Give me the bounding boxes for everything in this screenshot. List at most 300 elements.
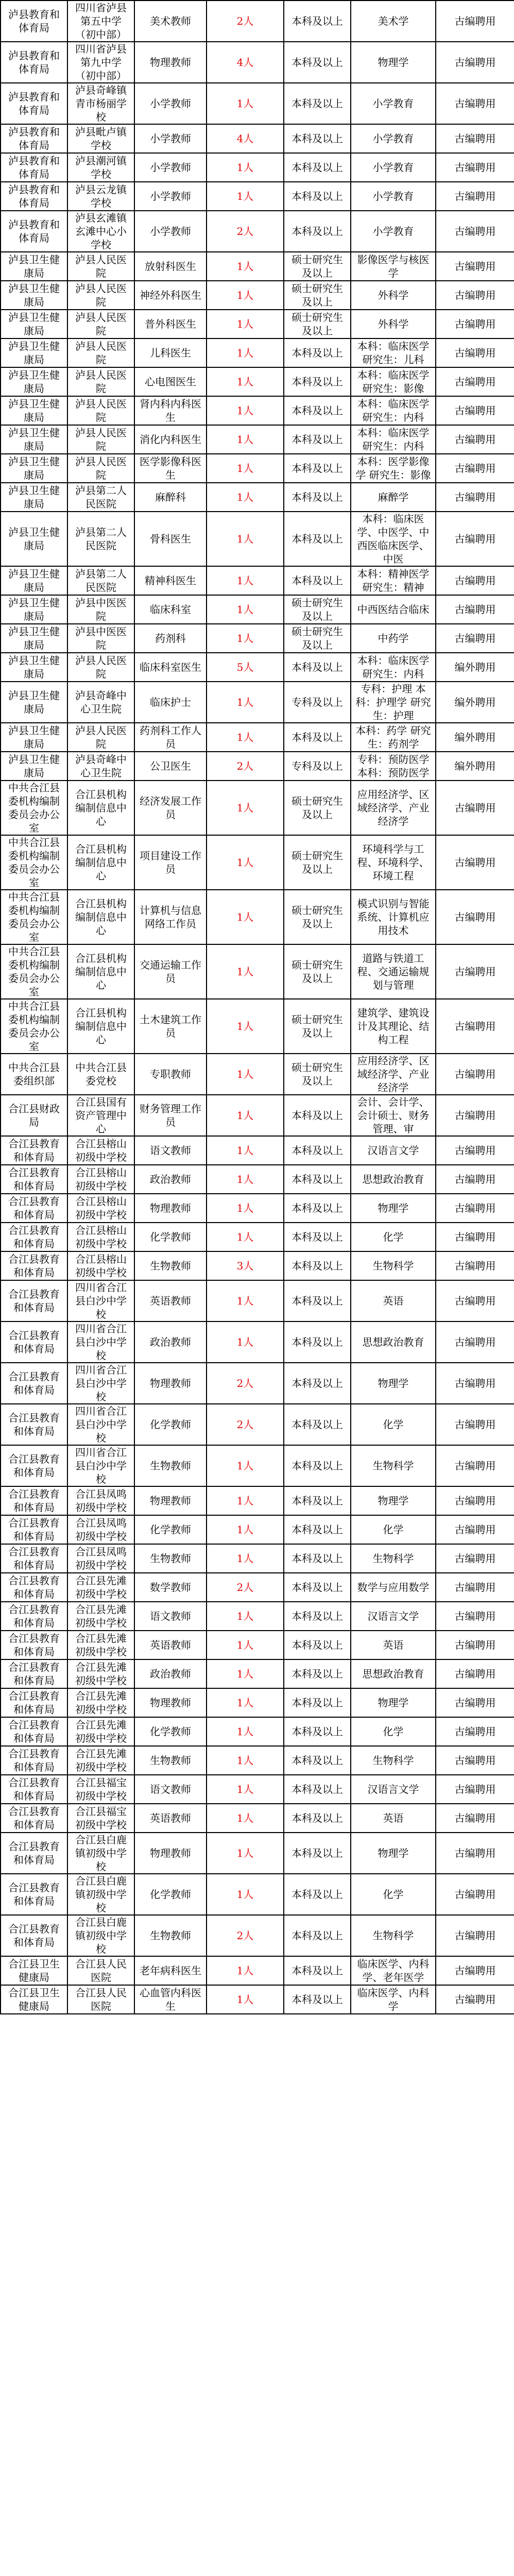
major-cell: 本科：临床医学、中医学、中西医临床医学、中医 bbox=[351, 512, 436, 566]
education-cell: 本科及以上 bbox=[284, 338, 351, 367]
count-cell: 1人 bbox=[207, 1095, 284, 1136]
post-cell: 数学教师 bbox=[134, 1573, 207, 1602]
hiring-mode-cell: 古编聘用 bbox=[436, 1280, 514, 1321]
major-cell: 生物科学 bbox=[351, 1915, 436, 1956]
education-cell: 本科及以上 bbox=[284, 1194, 351, 1223]
dept-cell: 泸县卫生健康局 bbox=[1, 338, 67, 367]
post-cell: 计算机与信息网络工作员 bbox=[134, 890, 207, 944]
count-cell: 1人 bbox=[207, 512, 284, 566]
major-cell: 化学 bbox=[351, 1515, 436, 1544]
major-cell: 本科：临床医学 研究生：儿科 bbox=[351, 338, 436, 367]
dept-cell: 泸县教育和体育局 bbox=[1, 182, 67, 211]
unit-cell: 泸县人民医院 bbox=[67, 454, 134, 483]
major-cell: 模式识别与智能系统、计算机应用技术 bbox=[351, 890, 436, 944]
count-cell: 1人 bbox=[207, 1054, 284, 1095]
dept-cell: 泸县卫生健康局 bbox=[1, 682, 67, 723]
unit-cell: 合江县福宝初级中学校 bbox=[67, 1775, 134, 1804]
unit-cell: 合江县榕山初级中学校 bbox=[67, 1251, 134, 1280]
count-cell: 1人 bbox=[207, 835, 284, 890]
count-cell: 5人 bbox=[207, 653, 284, 682]
table-row bbox=[1, 1165, 514, 1194]
count-cell: 1人 bbox=[207, 1956, 284, 1985]
dept-cell: 泸县卫生健康局 bbox=[1, 752, 67, 781]
post-cell: 化学教师 bbox=[134, 1515, 207, 1544]
hiring-mode-cell: 古编聘用 bbox=[436, 83, 514, 124]
education-cell: 本科及以上 bbox=[284, 396, 351, 425]
dept-cell: 泸县卫生健康局 bbox=[1, 595, 67, 624]
hiring-mode-cell: 古编聘用 bbox=[436, 1915, 514, 1956]
education-cell: 本科及以上 bbox=[284, 1251, 351, 1280]
dept-cell: 泸县卫生健康局 bbox=[1, 396, 67, 425]
major-cell: 影像医学与核医学 bbox=[351, 252, 436, 281]
education-cell: 本科及以上 bbox=[284, 1956, 351, 1985]
education-cell: 本科及以上 bbox=[284, 1544, 351, 1573]
major-cell: 物理学 bbox=[351, 1688, 436, 1717]
education-cell: 专科及以上 bbox=[284, 752, 351, 781]
count-cell: 1人 bbox=[207, 682, 284, 723]
unit-cell: 泸县奇峰中心卫生院 bbox=[67, 752, 134, 781]
dept-cell: 合江县教育和体育局 bbox=[1, 1165, 67, 1194]
dept-cell: 合江县卫生健康局 bbox=[1, 1956, 67, 1985]
hiring-mode-cell: 编外聘用 bbox=[436, 653, 514, 682]
hiring-mode-cell: 古编聘用 bbox=[436, 1956, 514, 1985]
dept-cell: 合江县卫生健康局 bbox=[1, 1985, 67, 2014]
post-cell: 语文教师 bbox=[134, 1602, 207, 1631]
major-cell: 汉语言文学 bbox=[351, 1775, 436, 1804]
unit-cell: 泸县毗卢镇学校 bbox=[67, 124, 134, 153]
unit-cell: 四川省合江县白沙中学校 bbox=[67, 1445, 134, 1486]
major-cell: 化学 bbox=[351, 1404, 436, 1445]
table-row bbox=[1, 1833, 514, 1874]
post-cell: 专职教师 bbox=[134, 1054, 207, 1095]
unit-cell: 合江县先滩初级中学校 bbox=[67, 1631, 134, 1659]
count-cell: 2人 bbox=[207, 1915, 284, 1956]
education-cell: 本科及以上 bbox=[284, 1573, 351, 1602]
education-cell: 本科及以上 bbox=[284, 1363, 351, 1404]
education-cell: 本科及以上 bbox=[284, 153, 351, 182]
education-cell: 本科及以上 bbox=[284, 1915, 351, 1956]
education-cell: 本科及以上 bbox=[284, 1280, 351, 1321]
hiring-mode-cell: 古编聘用 bbox=[436, 1544, 514, 1573]
count-cell: 1人 bbox=[207, 153, 284, 182]
post-cell: 肾内科内科医生 bbox=[134, 396, 207, 425]
education-cell: 本科及以上 bbox=[284, 1223, 351, 1251]
unit-cell: 合江县榕山初级中学校 bbox=[67, 1194, 134, 1223]
post-cell: 财务管理工作员 bbox=[134, 1095, 207, 1136]
post-cell: 医学影像科医生 bbox=[134, 454, 207, 483]
table-row bbox=[1, 1515, 514, 1544]
count-cell: 1人 bbox=[207, 1804, 284, 1833]
hiring-mode-cell: 古编聘用 bbox=[436, 454, 514, 483]
count-cell: 1人 bbox=[207, 1833, 284, 1874]
count-cell: 1人 bbox=[207, 1445, 284, 1486]
count-cell: 2人 bbox=[207, 1573, 284, 1602]
count-cell: 1人 bbox=[207, 1544, 284, 1573]
hiring-mode-cell: 古编聘用 bbox=[436, 1515, 514, 1544]
dept-cell: 泸县卫生健康局 bbox=[1, 566, 67, 595]
major-cell: 麻醉学 bbox=[351, 483, 436, 512]
dept-cell: 合江县教育和体育局 bbox=[1, 1659, 67, 1688]
unit-cell: 合江县凤鸣初级中学校 bbox=[67, 1515, 134, 1544]
dept-cell: 合江县教育和体育局 bbox=[1, 1251, 67, 1280]
post-cell: 骨科医生 bbox=[134, 512, 207, 566]
table-row bbox=[1, 1251, 514, 1280]
count-cell: 1人 bbox=[207, 83, 284, 124]
education-cell: 硕士研究生及以上 bbox=[284, 281, 351, 310]
education-cell: 本科及以上 bbox=[284, 1833, 351, 1874]
major-cell: 化学 bbox=[351, 1717, 436, 1746]
table-row bbox=[1, 1194, 514, 1223]
education-cell: 硕士研究生及以上 bbox=[284, 781, 351, 835]
hiring-mode-cell: 古编聘用 bbox=[436, 566, 514, 595]
post-cell: 英语教师 bbox=[134, 1804, 207, 1833]
education-cell: 本科及以上 bbox=[284, 653, 351, 682]
hiring-mode-cell: 编外聘用 bbox=[436, 752, 514, 781]
post-cell: 小学教师 bbox=[134, 124, 207, 153]
education-cell: 本科及以上 bbox=[284, 1985, 351, 2014]
hiring-mode-cell: 古编聘用 bbox=[436, 1659, 514, 1688]
major-cell: 本科：临床医学 研究生：内科 bbox=[351, 425, 436, 454]
dept-cell: 泸县卫生健康局 bbox=[1, 723, 67, 752]
post-cell: 美术教师 bbox=[134, 1, 207, 42]
major-cell: 化学 bbox=[351, 1223, 436, 1251]
hiring-mode-cell: 古编聘用 bbox=[436, 1136, 514, 1165]
count-cell: 1人 bbox=[207, 1746, 284, 1775]
education-cell: 本科及以上 bbox=[284, 1717, 351, 1746]
count-cell: 1人 bbox=[207, 1688, 284, 1717]
hiring-mode-cell: 古编聘用 bbox=[436, 1985, 514, 2014]
unit-cell: 四川省合江县白沙中学校 bbox=[67, 1321, 134, 1363]
major-cell: 应用经济学、区域经济学、产业经济学 bbox=[351, 1054, 436, 1095]
post-cell: 心血管内科医生 bbox=[134, 1985, 207, 2014]
post-cell: 项目建设工作员 bbox=[134, 835, 207, 890]
dept-cell: 合江县教育和体育局 bbox=[1, 1804, 67, 1833]
major-cell: 英语 bbox=[351, 1631, 436, 1659]
unit-cell: 合江县白鹿镇初级中学校 bbox=[67, 1874, 134, 1915]
hiring-mode-cell: 古编聘用 bbox=[436, 1, 514, 42]
count-cell: 1人 bbox=[207, 367, 284, 396]
major-cell: 物理学 bbox=[351, 1486, 436, 1515]
count-cell: 1人 bbox=[207, 595, 284, 624]
unit-cell: 合江县先滩初级中学校 bbox=[67, 1659, 134, 1688]
dept-cell: 合江县教育和体育局 bbox=[1, 1688, 67, 1717]
unit-cell: 泸县人民医院 bbox=[67, 252, 134, 281]
education-cell: 本科及以上 bbox=[284, 454, 351, 483]
major-cell: 中药学 bbox=[351, 624, 436, 653]
hiring-mode-cell: 古编聘用 bbox=[436, 1486, 514, 1515]
education-cell: 硕士研究生及以上 bbox=[284, 252, 351, 281]
post-cell: 药剂科工作人员 bbox=[134, 723, 207, 752]
major-cell: 中西医结合临床 bbox=[351, 595, 436, 624]
table-row bbox=[1, 595, 514, 624]
major-cell: 本科：临床医学 研究生：内科 bbox=[351, 653, 436, 682]
major-cell: 本科：临床医学 研究生：影像 bbox=[351, 367, 436, 396]
post-cell: 放射科医生 bbox=[134, 252, 207, 281]
education-cell: 本科及以上 bbox=[284, 483, 351, 512]
post-cell: 英语教师 bbox=[134, 1280, 207, 1321]
unit-cell: 泸县第二人民医院 bbox=[67, 512, 134, 566]
dept-cell: 中共合江县委机构编制委员会办公室 bbox=[1, 890, 67, 944]
dept-cell: 合江县教育和体育局 bbox=[1, 1602, 67, 1631]
dept-cell: 泸县卫生健康局 bbox=[1, 281, 67, 310]
table-row bbox=[1, 182, 514, 211]
table-row bbox=[1, 1544, 514, 1573]
table-row bbox=[1, 1321, 514, 1363]
dept-cell: 泸县卫生健康局 bbox=[1, 310, 67, 338]
table-row bbox=[1, 1688, 514, 1717]
dept-cell: 中共合江县委机构编制委员会办公室 bbox=[1, 999, 67, 1054]
post-cell: 化学教师 bbox=[134, 1404, 207, 1445]
unit-cell: 中共合江县委党校 bbox=[67, 1054, 134, 1095]
unit-cell: 四川省泸县第九中学（初中部） bbox=[67, 42, 134, 83]
post-cell: 临床科室 bbox=[134, 595, 207, 624]
post-cell: 化学教师 bbox=[134, 1717, 207, 1746]
hiring-mode-cell: 古编聘用 bbox=[436, 1804, 514, 1833]
unit-cell: 合江县国有资产管理中心 bbox=[67, 1095, 134, 1136]
unit-cell: 合江县白鹿镇初级中学校 bbox=[67, 1915, 134, 1956]
major-cell: 生物科学 bbox=[351, 1544, 436, 1573]
table-row bbox=[1, 566, 514, 595]
post-cell: 麻醉科 bbox=[134, 483, 207, 512]
count-cell: 1人 bbox=[207, 1985, 284, 2014]
count-cell: 1人 bbox=[207, 396, 284, 425]
dept-cell: 合江县教育和体育局 bbox=[1, 1363, 67, 1404]
table-row bbox=[1, 999, 514, 1054]
post-cell: 物理教师 bbox=[134, 1363, 207, 1404]
hiring-mode-cell: 古编聘用 bbox=[436, 890, 514, 944]
dept-cell: 泸县卫生健康局 bbox=[1, 252, 67, 281]
dept-cell: 合江县财政局 bbox=[1, 1095, 67, 1136]
major-cell: 小学教育 bbox=[351, 153, 436, 182]
hiring-mode-cell: 古编聘用 bbox=[436, 396, 514, 425]
major-cell: 汉语言文学 bbox=[351, 1136, 436, 1165]
post-cell: 物理教师 bbox=[134, 1688, 207, 1717]
table-row bbox=[1, 1, 514, 42]
education-cell: 硕士研究生及以上 bbox=[284, 835, 351, 890]
unit-cell: 泸县人民医院 bbox=[67, 653, 134, 682]
dept-cell: 合江县教育和体育局 bbox=[1, 1280, 67, 1321]
dept-cell: 中共合江县委机构编制委员会办公室 bbox=[1, 835, 67, 890]
count-cell: 1人 bbox=[207, 624, 284, 653]
unit-cell: 合江县先滩初级中学校 bbox=[67, 1688, 134, 1717]
dept-cell: 合江县教育和体育局 bbox=[1, 1573, 67, 1602]
post-cell: 政治教师 bbox=[134, 1321, 207, 1363]
hiring-mode-cell: 古编聘用 bbox=[436, 1602, 514, 1631]
table-row bbox=[1, 211, 514, 252]
education-cell: 硕士研究生及以上 bbox=[284, 310, 351, 338]
major-cell: 物理学 bbox=[351, 1833, 436, 1874]
count-cell: 1人 bbox=[207, 944, 284, 999]
major-cell: 外科学 bbox=[351, 281, 436, 310]
major-cell: 本科：医学影像学 研究生：影像 bbox=[351, 454, 436, 483]
unit-cell: 合江县榕山初级中学校 bbox=[67, 1165, 134, 1194]
hiring-mode-cell: 古编聘用 bbox=[436, 483, 514, 512]
post-cell: 化学教师 bbox=[134, 1223, 207, 1251]
post-cell: 政治教师 bbox=[134, 1165, 207, 1194]
table-row bbox=[1, 42, 514, 83]
hiring-mode-cell: 古编聘用 bbox=[436, 1054, 514, 1095]
count-cell: 1人 bbox=[207, 1486, 284, 1515]
post-cell: 小学教师 bbox=[134, 211, 207, 252]
table-row bbox=[1, 310, 514, 338]
dept-cell: 合江县教育和体育局 bbox=[1, 1544, 67, 1573]
table-row bbox=[1, 1804, 514, 1833]
dept-cell: 中共合江县委组织部 bbox=[1, 1054, 67, 1095]
major-cell: 小学教育 bbox=[351, 83, 436, 124]
hiring-mode-cell: 古编聘用 bbox=[436, 1165, 514, 1194]
table-row bbox=[1, 835, 514, 890]
hiring-mode-cell: 编外聘用 bbox=[436, 723, 514, 752]
post-cell: 神经外科医生 bbox=[134, 281, 207, 310]
unit-cell: 泸县人民医院 bbox=[67, 338, 134, 367]
hiring-mode-cell: 古编聘用 bbox=[436, 1631, 514, 1659]
dept-cell: 合江县教育和体育局 bbox=[1, 1631, 67, 1659]
education-cell: 专科及以上 bbox=[284, 682, 351, 723]
unit-cell: 四川省泸县第五中学（初中部） bbox=[67, 1, 134, 42]
education-cell: 硕士研究生及以上 bbox=[284, 890, 351, 944]
major-cell: 小学教育 bbox=[351, 211, 436, 252]
count-cell: 2人 bbox=[207, 752, 284, 781]
unit-cell: 合江县凤鸣初级中学校 bbox=[67, 1486, 134, 1515]
post-cell: 生物教师 bbox=[134, 1251, 207, 1280]
major-cell: 临床医学、内科学 bbox=[351, 1985, 436, 2014]
hiring-mode-cell: 古编聘用 bbox=[436, 1321, 514, 1363]
post-cell: 小学教师 bbox=[134, 83, 207, 124]
count-cell: 1人 bbox=[207, 1631, 284, 1659]
unit-cell: 泸县中医医院 bbox=[67, 624, 134, 653]
unit-cell: 合江县福宝初级中学校 bbox=[67, 1804, 134, 1833]
dept-cell: 合江县教育和体育局 bbox=[1, 1775, 67, 1804]
table-row bbox=[1, 944, 514, 999]
table-row bbox=[1, 1874, 514, 1915]
count-cell: 1人 bbox=[207, 781, 284, 835]
table-row bbox=[1, 1573, 514, 1602]
education-cell: 硕士研究生及以上 bbox=[284, 999, 351, 1054]
education-cell: 本科及以上 bbox=[284, 566, 351, 595]
post-cell: 普外科医生 bbox=[134, 310, 207, 338]
table-row bbox=[1, 890, 514, 944]
count-cell: 4人 bbox=[207, 124, 284, 153]
table-row bbox=[1, 653, 514, 682]
education-cell: 本科及以上 bbox=[284, 124, 351, 153]
major-cell: 生物科学 bbox=[351, 1445, 436, 1486]
count-cell: 1人 bbox=[207, 1659, 284, 1688]
hiring-mode-cell: 古编聘用 bbox=[436, 1363, 514, 1404]
unit-cell: 泸县第二人民医院 bbox=[67, 483, 134, 512]
count-cell: 2人 bbox=[207, 211, 284, 252]
unit-cell: 泸县中医医院 bbox=[67, 595, 134, 624]
dept-cell: 泸县卫生健康局 bbox=[1, 653, 67, 682]
dept-cell: 泸县卫生健康局 bbox=[1, 367, 67, 396]
post-cell: 儿科医生 bbox=[134, 338, 207, 367]
post-cell: 化学教师 bbox=[134, 1874, 207, 1915]
education-cell: 本科及以上 bbox=[284, 367, 351, 396]
unit-cell: 泸县奇峰镇青市杨丽学校 bbox=[67, 83, 134, 124]
hiring-mode-cell: 古编聘用 bbox=[436, 999, 514, 1054]
education-cell: 本科及以上 bbox=[284, 1486, 351, 1515]
post-cell: 物理教师 bbox=[134, 42, 207, 83]
major-cell: 英语 bbox=[351, 1280, 436, 1321]
hiring-mode-cell: 古编聘用 bbox=[436, 944, 514, 999]
hiring-mode-cell: 古编聘用 bbox=[436, 1874, 514, 1915]
unit-cell: 合江县机构编制信息中心 bbox=[67, 999, 134, 1054]
count-cell: 2人 bbox=[207, 1363, 284, 1404]
table-row bbox=[1, 1915, 514, 1956]
table-row bbox=[1, 1659, 514, 1688]
hiring-mode-cell: 古编聘用 bbox=[436, 310, 514, 338]
count-cell: 1人 bbox=[207, 483, 284, 512]
unit-cell: 四川省合江县白沙中学校 bbox=[67, 1363, 134, 1404]
dept-cell: 泸县卫生健康局 bbox=[1, 425, 67, 454]
major-cell: 道路与铁道工程、交通运输规划与管理 bbox=[351, 944, 436, 999]
dept-cell: 泸县卫生健康局 bbox=[1, 454, 67, 483]
education-cell: 硕士研究生及以上 bbox=[284, 624, 351, 653]
unit-cell: 合江县人民医院 bbox=[67, 1985, 134, 2014]
table-row bbox=[1, 1445, 514, 1486]
count-cell: 1人 bbox=[207, 252, 284, 281]
post-cell: 物理教师 bbox=[134, 1194, 207, 1223]
hiring-mode-cell: 古编聘用 bbox=[436, 367, 514, 396]
unit-cell: 泸县玄滩镇玄滩中心小学校 bbox=[67, 211, 134, 252]
unit-cell: 合江县先滩初级中学校 bbox=[67, 1573, 134, 1602]
education-cell: 本科及以上 bbox=[284, 1, 351, 42]
dept-cell: 泸县教育和体育局 bbox=[1, 42, 67, 83]
education-cell: 本科及以上 bbox=[284, 83, 351, 124]
post-cell: 临床护士 bbox=[134, 682, 207, 723]
unit-cell: 合江县人民医院 bbox=[67, 1956, 134, 1985]
education-cell: 本科及以上 bbox=[284, 1775, 351, 1804]
education-cell: 本科及以上 bbox=[284, 512, 351, 566]
dept-cell: 合江县教育和体育局 bbox=[1, 1223, 67, 1251]
education-cell: 本科及以上 bbox=[284, 1659, 351, 1688]
major-cell: 会计、会计学、会计硕士、财务管理、审 bbox=[351, 1095, 436, 1136]
education-cell: 本科及以上 bbox=[284, 1602, 351, 1631]
post-cell: 公卫医生 bbox=[134, 752, 207, 781]
dept-cell: 泸县卫生健康局 bbox=[1, 483, 67, 512]
table-row bbox=[1, 1095, 514, 1136]
dept-cell: 合江县教育和体育局 bbox=[1, 1515, 67, 1544]
post-cell: 生物教师 bbox=[134, 1746, 207, 1775]
post-cell: 经济发展工作员 bbox=[134, 781, 207, 835]
major-cell: 小学教育 bbox=[351, 124, 436, 153]
dept-cell: 合江县教育和体育局 bbox=[1, 1833, 67, 1874]
count-cell: 1人 bbox=[207, 182, 284, 211]
education-cell: 硕士研究生及以上 bbox=[284, 1054, 351, 1095]
count-cell: 1人 bbox=[207, 1515, 284, 1544]
table-row bbox=[1, 1404, 514, 1445]
count-cell: 1人 bbox=[207, 1321, 284, 1363]
post-cell: 物理教师 bbox=[134, 1833, 207, 1874]
dept-cell: 泸县教育和体育局 bbox=[1, 83, 67, 124]
major-cell: 生物科学 bbox=[351, 1746, 436, 1775]
post-cell: 交通运输工作员 bbox=[134, 944, 207, 999]
table-row bbox=[1, 1746, 514, 1775]
post-cell: 英语教师 bbox=[134, 1631, 207, 1659]
dept-cell: 中共合江县委机构编制委员会办公室 bbox=[1, 944, 67, 999]
major-cell: 专科：预防医学 本科：预防医学 bbox=[351, 752, 436, 781]
table-row bbox=[1, 1775, 514, 1804]
major-cell: 化学 bbox=[351, 1874, 436, 1915]
count-cell: 1人 bbox=[207, 999, 284, 1054]
hiring-mode-cell: 古编聘用 bbox=[436, 835, 514, 890]
unit-cell: 合江县机构编制信息中心 bbox=[67, 781, 134, 835]
post-cell: 精神科医生 bbox=[134, 566, 207, 595]
education-cell: 本科及以上 bbox=[284, 42, 351, 83]
post-cell: 物理教师 bbox=[134, 1486, 207, 1515]
major-cell: 本科：精神医学 研究生：精神 bbox=[351, 566, 436, 595]
count-cell: 1人 bbox=[207, 1136, 284, 1165]
count-cell: 3人 bbox=[207, 1251, 284, 1280]
